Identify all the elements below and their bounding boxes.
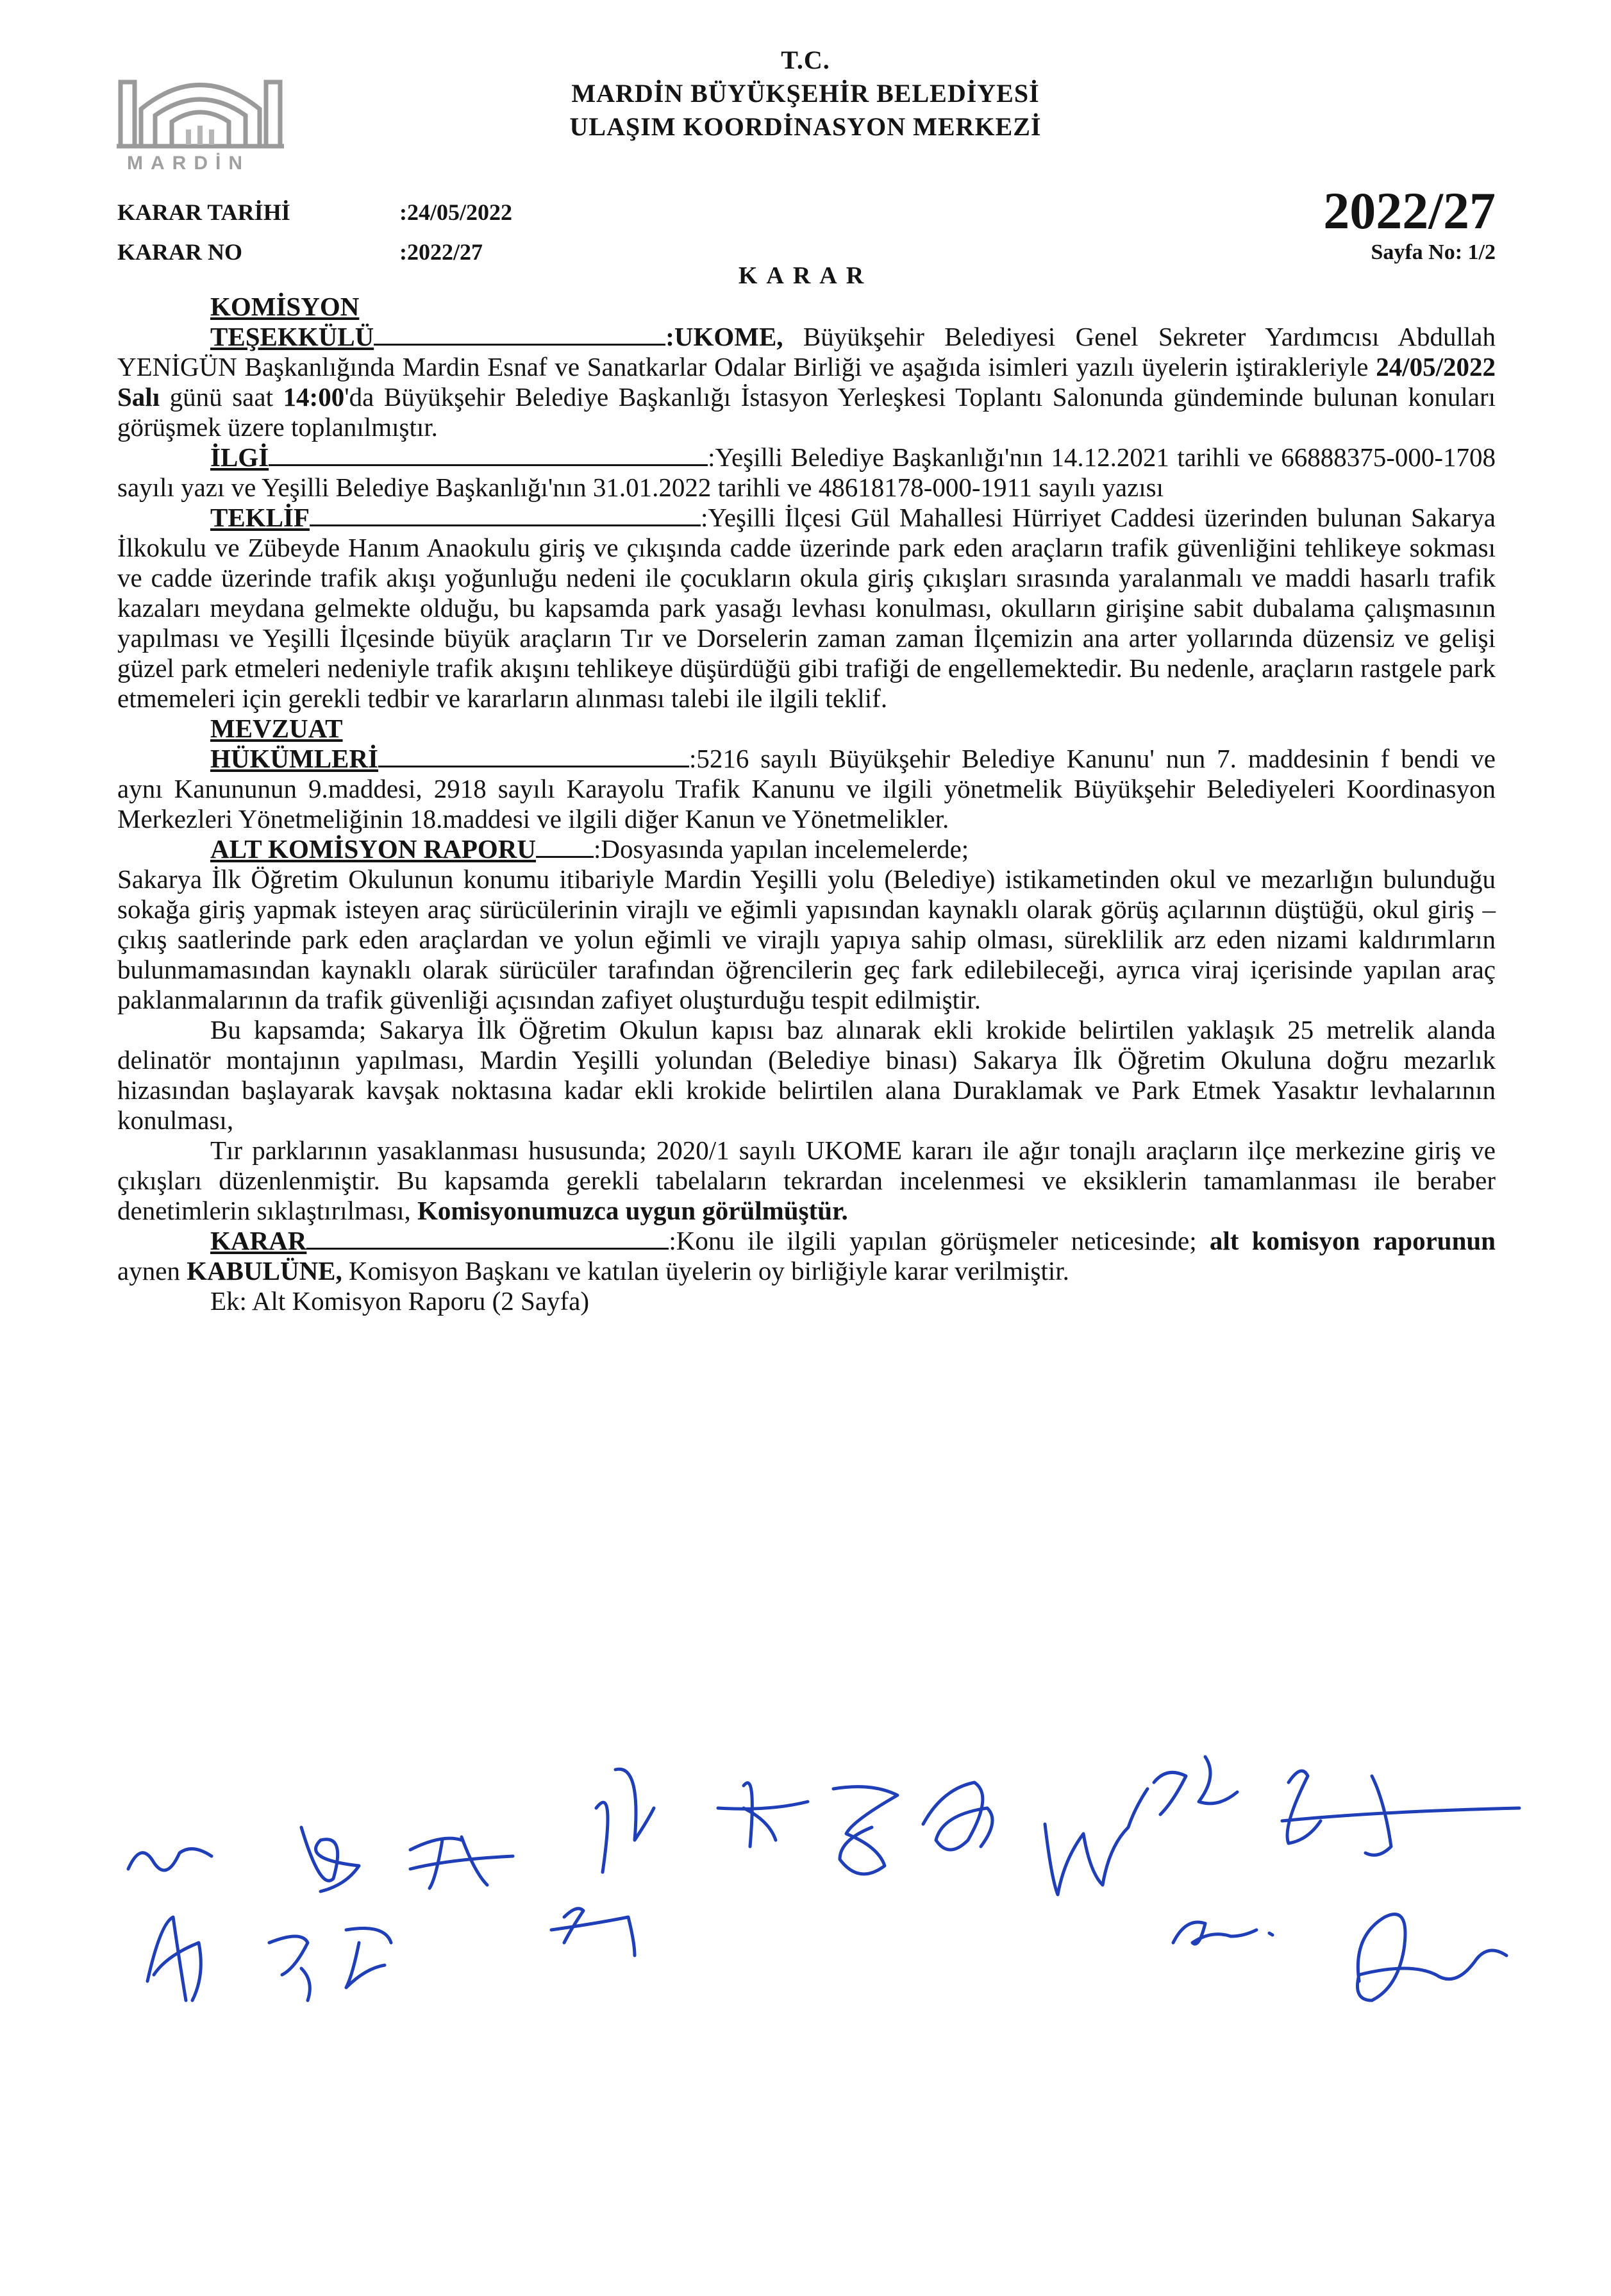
section-label-mevzuat: MEVZUAT — [210, 714, 343, 743]
decision-date-label: KARAR TARİHİ — [117, 199, 290, 225]
section-label-karar: KARAR — [210, 1226, 307, 1255]
section-komisyon-text — [117, 322, 1496, 442]
signature-14 — [269, 1929, 391, 2001]
karar-text-d: KABULÜNE, — [187, 1256, 342, 1286]
karar-text-c: aynen — [117, 1256, 187, 1286]
ukome-label: :UKOME, — [665, 322, 783, 351]
section-mevzuat-text — [117, 744, 1496, 834]
signatures-area — [0, 1731, 1611, 2052]
alt-p3-conclusion: Komisyonumuzca uygun görülmüştür. — [417, 1196, 848, 1225]
alt-komisyon-paragraph-1: Sakarya İlk Öğretim Okulunun konumu itibariyle Mardin Yeşilli yolu (Belediye) istikametinden okul ve mezarlığın bulunduğu sokağa giriş yapmak isteyen araç sürücülerinin virajlı ve eğimli yapısından kaynaklı olarak görüş açılarının düştüğü, okul giriş – çıkış saatlerinde park eden araçlardan ve yolun eğimli ve virajlı yapıya sahip olması, süreklilik arz eden nizami kaldırımların bulunmamasından kaynaklı olarak sürücüler tarafından öğrencilerin geç fark edilebileceği, ayrıca viraj içerisinde yapılan araç paklanmalarının da trafik güvenliği açısından zafiyet oluşturduğu tespit edilmiştir. — [117, 864, 1496, 1014]
section-karar-text — [117, 1226, 1496, 1286]
teklif-text: :Yeşilli İlçesi Gül Mahallesi Hürriyet Caddesi üzerinden bulunan Sakarya İlkokulu ve Zübeyde Hanım Anaokulu giriş ve çıkışında cadde üzerinde park eden araçların trafik güvenliğini tehlikeye sokması ve cadde üzerinde trafik akışı yoğunluğu nedeni ile çocukların okula giriş çıkışları sırasında yaralanmalı ve maddi hasarlı trafik kazaları meydana gelmekte olduğu, bu kapsamda park yasağı levhası konulması, okulların girişine sabit dubalama çalışmasının yapılması ve Yeşilli İlçesinde büyük araçların Tır ve Dorselerin zaman zaman İlçemizin ana arter yollarında düzensiz ve gelişi güzel park etmeleri nedeniyle trafik akışını tehlikeye düşürdüğü gibi trafiği de engellemektedir. Bu nedenle, araçların rastgele park etmemeleri için gerekli tedbir ve kararların alınması talebi ile ilgili teklif. — [117, 503, 1496, 713]
decision-no-label: KARAR NO — [117, 239, 242, 265]
leader-line — [310, 524, 701, 526]
section-alt-komisyon-heading — [117, 834, 1496, 864]
komisyon-text-2: günü saat — [160, 382, 283, 412]
leader-line — [536, 856, 594, 858]
leader-line — [374, 344, 665, 346]
signature-9 — [1154, 1757, 1237, 1814]
section-label-ilgi: İLGİ — [210, 442, 269, 472]
signature-13 — [147, 1917, 201, 2000]
komisyon-text-3: 'da Büyükşehir Belediye Başkanlığı İstasyon Yerleşkesi Toplantı Salonunda gündeminde bulunan konuları görüşmek üzere toplanılmıştır. — [117, 382, 1496, 442]
signature-2 — [301, 1827, 359, 1891]
signature-10 — [1282, 1771, 1519, 1855]
leader-line — [306, 1248, 669, 1250]
section-label-tesekkulu: TEŞEKKÜLÜ — [210, 322, 374, 351]
signature-7 — [923, 1782, 992, 1850]
karar-text-b: alt komisyon raporunun — [1209, 1226, 1496, 1255]
header-line-tc: T.C. — [781, 46, 830, 74]
signature-3 — [410, 1837, 513, 1888]
signature-8 — [1045, 1789, 1148, 1895]
attachment-note: Ek: Alt Komisyon Raporu (2 Sayfa) — [210, 1286, 590, 1316]
alt-komisyon-paragraph-2: Bu kapsamda; Sakarya İlk Öğretim Okulun kapısı baz alınarak ekli krokide belirtilen yaklaşık 25 metrelik alanda delinatör montajının yapılması, Mardin Yeşilli yolundan (Belediye binası) Sakarya İlk Öğretim Okuluna doğru mezarlık hizasından başlayarak kavşak noktasına kadar ekli krokide belirtilen alana Duraklamak ve Park Etmek Yasaktır levhalarının konulması, — [117, 1015, 1496, 1135]
section-ilgi-text — [117, 442, 1496, 503]
section-label-teklif: TEKLİF — [210, 503, 310, 532]
decision-date-value: :24/05/2022 — [399, 199, 512, 225]
signatures-icon — [0, 1731, 1611, 2052]
ilgi-text: :Yeşilli Belediye Başkanlığı'nın 14.12.2021 tarihli ve 66888375-000-1708 sayılı yazı ve Yeşilli Belediye Başkanlığı'nın 31.01.2022 tarihli ve 48618178-000-1911 sayılı yazısı — [117, 442, 1496, 502]
signature-15 — [551, 1909, 635, 1956]
decision-number: 2022/27 — [1323, 181, 1496, 240]
decision-no-value: :2022/27 — [399, 239, 483, 265]
leader-line — [269, 464, 708, 466]
alt-komisyon-paragraph-3 — [117, 1135, 1496, 1226]
leader-line — [378, 766, 689, 767]
document-title: KARAR — [738, 262, 873, 289]
header-line-municipality: MARDİN BÜYÜKŞEHİR BELEDİYESİ — [571, 79, 1040, 108]
karar-text-e: Komisyon Başkanı ve katılan üyelerin oy birliğiyle karar verilmiştir. — [342, 1256, 1069, 1286]
signature-6 — [833, 1787, 897, 1874]
signature-1 — [128, 1849, 212, 1870]
page-number: Sayfa No: 1/2 — [1371, 240, 1496, 264]
signature-12 — [1358, 1915, 1507, 2000]
alt-komisyon-text: :Dosyasında yapılan incelemelerde; — [594, 834, 969, 864]
section-label-alt-komisyon: ALT KOMİSYON RAPORU — [210, 834, 537, 864]
header-line-department: ULAŞIM KOORDİNASYON MERKEZİ — [569, 112, 1042, 141]
section-teklif-text — [117, 503, 1496, 714]
logo-text: MARDİN — [127, 153, 250, 174]
section-label-komisyon: KOMİSYON — [210, 292, 360, 321]
mevzuat-text: :5216 sayılı Büyükşehir Belediye Kanunu' nun 7. maddesinin f bendi ve aynı Kanununun 9.maddesi, 2918 sayılı Karayolu Trafik Kanunu ve ilgili yönetmelik Büyükşehir Belediyeleri Koordinasyon Merkezleri Yönetmeliğinin 18.maddesi ve ilgili diğer Kanun ve Yönetmelikler. — [117, 744, 1496, 834]
document-header — [0, 44, 1611, 144]
signature-5 — [718, 1783, 808, 1847]
signature-4 — [596, 1769, 654, 1872]
meeting-time: 14:00 — [283, 382, 345, 412]
karar-text-a: :Konu ile ilgili yapılan görüşmeler neticesinde; — [669, 1226, 1210, 1255]
document-body — [117, 292, 1496, 1316]
alt-p3-text: Tır parklarının yasaklanması hususunda; 2020/1 sayılı UKOME kararı ile ağır tonajlı araçların ilçe merkezine giriş ve çıkışları düzenlenmiştir. Bu kapsamda gerekli tabelaların tekrardan incelenmesi ve eksiklerin tamamlanması ile beraber denetimlerin sıklaştırılması, — [117, 1135, 1496, 1225]
section-label-hukumleri: HÜKÜMLERİ — [210, 744, 378, 773]
komisyon-text-1: Büyükşehir Belediyesi Genel Sekreter Yardımcısı Abdullah YENİGÜN Başkanlığında Mardin Esnaf ve Sanatkarlar Odalar Birliği ve aşağıda isimleri yazılı üyelerin iştirakleriyle — [117, 322, 1496, 381]
meeting-date: 24/05/2022 Salı — [117, 352, 1496, 412]
signature-11 — [1173, 1922, 1273, 1944]
